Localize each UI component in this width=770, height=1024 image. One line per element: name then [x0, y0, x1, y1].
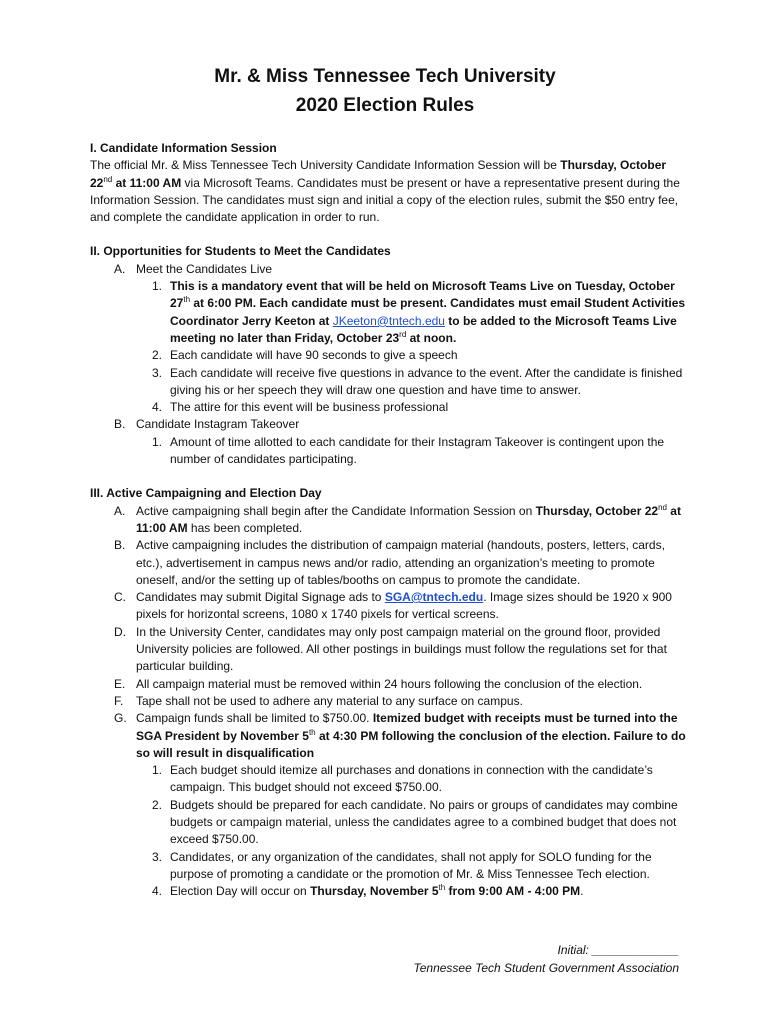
date-suffix: th	[308, 727, 316, 737]
list-marker: 3.	[152, 849, 163, 864]
list-item-text: Each candidate will receive five questions in advance to the event. After the candidate is finished giving his or her speech they will draw one question and have time to answer.	[170, 365, 683, 397]
list-marker: 1.	[152, 279, 163, 294]
section-1-heading: I. Candidate Information Session	[90, 141, 277, 155]
list-marker: D.	[114, 624, 126, 639]
list-item-text: at 6:00 PM. Each candidate must be present. Candidates must email Student Activities Coordinator Jerry Keeton at	[170, 296, 686, 328]
list-item	[90, 537, 690, 589]
list-item	[90, 434, 690, 469]
list-item	[90, 797, 690, 849]
document-body	[90, 140, 690, 900]
section-1-time: at 11:00 AM	[112, 175, 182, 190]
list-marker: 4.	[152, 884, 163, 899]
list-item-text: . Image sizes should be 1920 x 900 pixels for horizontal screens, 1080 x 1740 pixels for vertical screens.	[136, 590, 672, 622]
list-item-text: Thursday, October 22	[535, 503, 659, 518]
section-1-date: Thursday, October 22	[90, 158, 667, 190]
list-item	[90, 849, 690, 884]
list-item-text: Each budget should itemize all purchases and donations in connection with the candidate’s campaign. This budget should not exceed $750.00.	[170, 763, 653, 795]
list-item-text: at 4:30 PM following the conclusion of the election. Failure to do so will result in disqualification	[136, 728, 686, 760]
list-item	[90, 416, 690, 433]
footer-organization: Tennessee Tech Student Government Association	[413, 961, 679, 975]
list-item-text: Each candidate will have 90 seconds to give a speech	[170, 348, 458, 363]
list-marker: 3.	[152, 365, 163, 380]
list-marker: F.	[114, 693, 124, 708]
list-item-text: at noon.	[406, 330, 457, 345]
list-item-text: This is a mandatory event that will be held on Microsoft Teams Live on Tuesday, October 27	[170, 279, 675, 311]
section-2-heading: II. Opportunities for Students to Meet the Candidates	[90, 244, 391, 259]
list-marker: 1.	[152, 763, 163, 778]
list-marker: 4.	[152, 400, 163, 415]
list-item	[90, 624, 690, 676]
list-item	[90, 278, 690, 347]
list-item-text: Tape shall not be used to adhere any material to any surface on campus.	[136, 693, 523, 708]
email-link-sga[interactable]: SGA@tntech.edu	[384, 590, 484, 605]
list-item-text: Meet the Candidates Live	[136, 261, 273, 276]
list-item	[90, 503, 690, 538]
list-item-text: The attire for this event will be business professional	[170, 400, 449, 415]
list-item	[90, 399, 690, 416]
list-marker: C.	[114, 590, 126, 605]
list-item-text: Candidate Instagram Takeover	[136, 417, 300, 432]
list-item-text: Itemized budget with receipts must be turned into the SGA President by November 5	[136, 711, 678, 743]
list-item-text: Candidates may submit Digital Signage ads to	[136, 590, 385, 605]
section-3-heading: III. Active Campaigning and Election Day	[90, 486, 322, 501]
section-1-text: The official Mr. & Miss Tennessee Tech University Candidate Information Session will be	[90, 158, 561, 173]
list-item	[90, 676, 690, 693]
list-item	[90, 365, 690, 400]
list-item-text: has been completed.	[187, 520, 303, 535]
section-1-text-rest: via Microsoft Teams. Candidates must be present or have a representative present during the Information Session. The candidates must sign and initial a copy of the election rules, submit the $50 entry fee, and complete the candidate application in order to run.	[90, 175, 680, 225]
list-item	[90, 589, 690, 624]
document-title: Mr. & Miss Tennessee Tech University	[214, 66, 556, 87]
date-suffix: rd	[399, 329, 407, 339]
list-item-text: Amount of time allotted to each candidate for their Instagram Takeover is contingent upon the number of candidates participating.	[170, 434, 665, 467]
list-marker: 2.	[152, 797, 163, 812]
list-item-text: Thursday, November 5	[310, 884, 439, 899]
date-suffix: th	[183, 295, 191, 305]
list-marker: A.	[114, 261, 126, 276]
list-marker: B.	[114, 417, 126, 432]
section-1-paragraph	[90, 157, 690, 226]
list-item-text: Campaign funds shall be limited to $750.00.	[136, 711, 373, 726]
list-item-text: Budgets should be prepared for each candidate. No pairs or groups of candidates may combine budgets or campaign material, unless the candidates agree to a combined budget that does not exceed $750.00.	[170, 797, 678, 847]
list-item-text: from 9:00 AM - 4:00 PM	[445, 884, 581, 899]
initial-line: Initial: _____________	[557, 943, 679, 957]
list-item-text: Election Day will occur on	[170, 884, 311, 899]
list-item	[90, 762, 690, 797]
list-item-text: .	[580, 884, 584, 899]
section-1-date-suffix: nd	[103, 174, 113, 184]
list-marker: 2.	[152, 348, 163, 363]
list-marker: 1.	[152, 434, 163, 449]
list-item	[90, 261, 690, 278]
list-marker: A.	[114, 503, 126, 518]
list-item	[90, 710, 690, 762]
date-suffix: nd	[658, 502, 667, 512]
list-item-text: All campaign material must be removed within 24 hours following the conclusion of the election.	[136, 676, 643, 691]
list-item	[90, 693, 690, 710]
document-subtitle: 2020 Election Rules	[295, 95, 475, 116]
list-marker: G.	[114, 711, 127, 726]
list-item	[90, 883, 690, 900]
list-item-text: Active campaigning includes the distribution of campaign material (handouts, posters, letters, cards, etc.), advertisement in campus news and/or radio, attending an organization’s meeting to promote oneself, and/or the setting up of tables/booths on campus to promote the candidate.	[136, 538, 665, 587]
email-link-jkeeton[interactable]: JKeeton@tntech.edu	[332, 313, 445, 328]
date-suffix: th	[438, 883, 446, 893]
list-item	[90, 347, 690, 364]
list-item-text: Active campaigning shall begin after the Candidate Information Session on	[136, 503, 536, 518]
list-item-text: to be added to the Microsoft Teams Live meeting no later than Friday, October 23	[170, 313, 677, 345]
list-item-text: In the University Center, candidates may only post campaign material on the ground floor, provided University policies are followed. All other postings in buildings must follow the regulations set for that particular building.	[136, 624, 667, 674]
list-marker: E.	[114, 676, 126, 691]
list-item-text: Candidates, or any organization of the candidates, shall not apply for SOLO funding for the purpose of promoting a candidate or the promotion of Mr. & Miss Tennessee Tech election.	[170, 849, 652, 881]
list-item-text: at 11:00 AM	[136, 503, 681, 535]
list-marker: B.	[114, 538, 126, 553]
